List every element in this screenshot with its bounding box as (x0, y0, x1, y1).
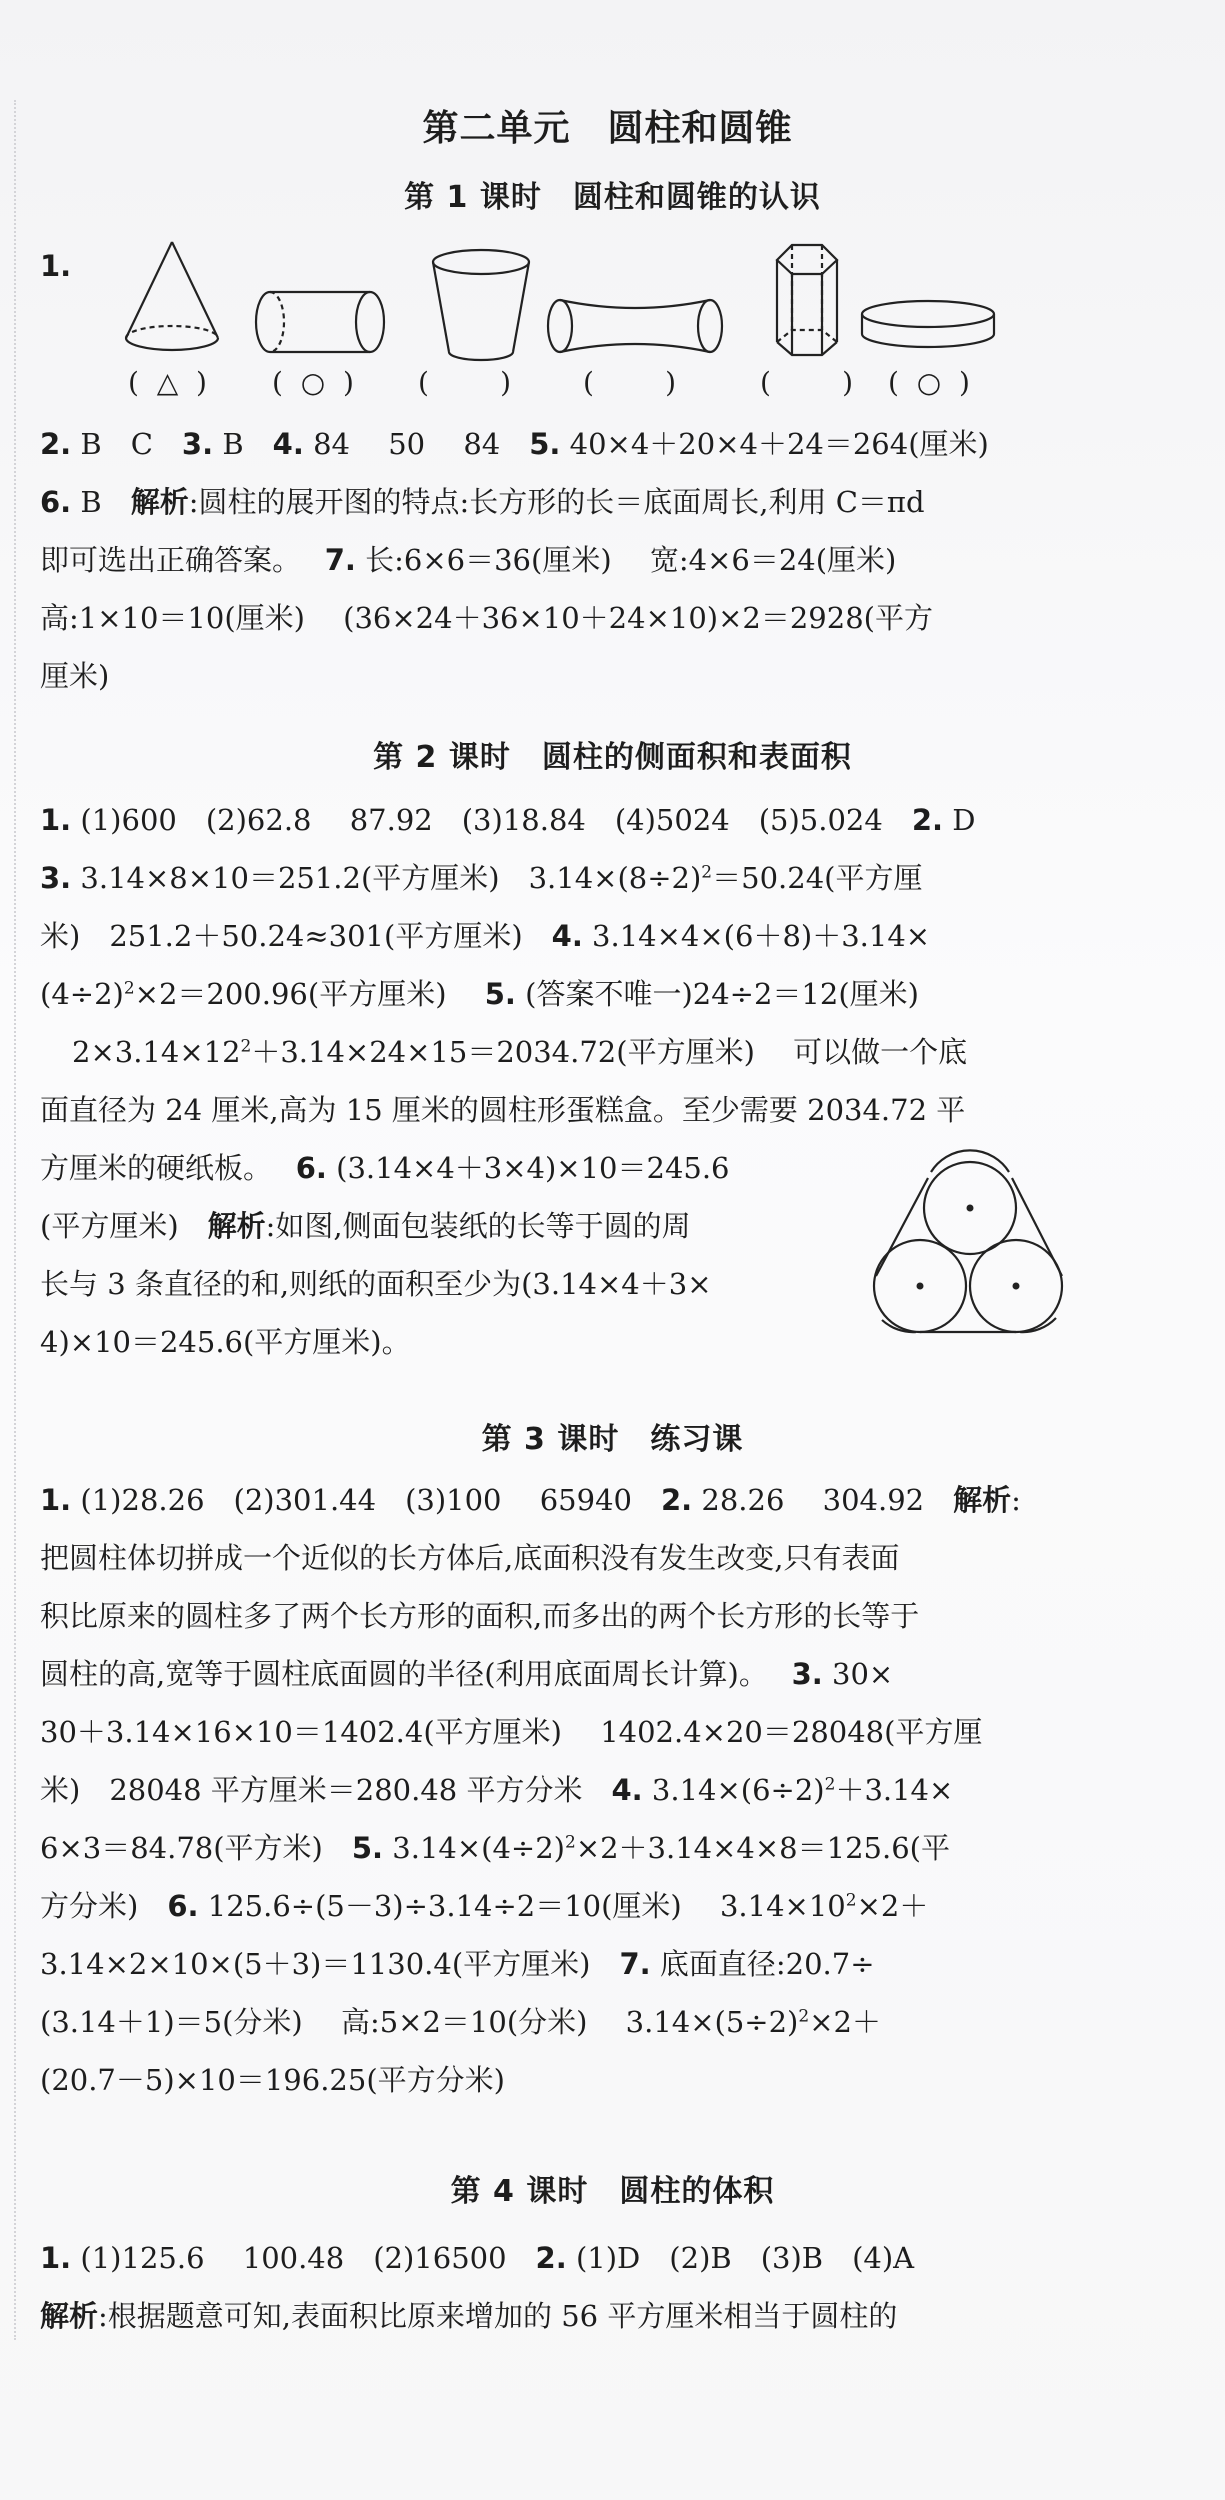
unit-title: 第二单元 圆柱和圆锥 (422, 108, 793, 149)
shape-answer-disc: ( ○ ) (888, 366, 970, 399)
hexprism-figure (777, 245, 837, 355)
answer-line: 3. 3.14×8×10＝251.2(平方厘米) $3.14\times(8\div 2)^2=50.24$(平方厘 (40, 861, 923, 895)
answer-line: 面直径为 24 厘米,高为 15 厘米的圆柱形蛋糕盒。至少需要 2034.72 平 (40, 1093, 966, 1127)
answer-line: 方分米) 6. 125.6÷(5－3)÷3.14÷2＝10(厘米) $3.14\times 10^2\times 2+$ (40, 1889, 929, 1923)
answer-line: 解析:根据题意可知,表面积比原来增加的 56 平方厘米相当于圆柱的 (40, 2299, 898, 2333)
answer-line: 2. B C 3. B 4. 84 50 84 5. 40×4＋20×4＋24＝264(厘米) (40, 427, 989, 461)
answer-line: 方厘米的硬纸板。 6. (3.14×4＋3×4)×10＝245.6 (40, 1151, 730, 1185)
shape-answer-cylinder: ( ○ ) (272, 366, 354, 399)
answer-line: (平方厘米) 解析:如图,侧面包装纸的长等于圆的周 (40, 1209, 691, 1243)
lesson-2-title: 第 2 课时 圆柱的侧面积和表面积 (373, 740, 852, 775)
answer-line: 高:1×10＝10(厘米) (36×24＋36×10＋24×10)×2＝2928(平方 (40, 601, 933, 635)
shape-answer-cone: ( △ ) (128, 366, 207, 399)
shape-answer-cup: ( ) (418, 366, 512, 399)
waisted-figure (548, 300, 722, 352)
answer-line: 6×3＝84.78(平方米) 5. $3.14\times(4\div 2)^2\times 2+3.14\times 4\times 8=125.6$(平 (40, 1831, 950, 1865)
answer-line: 1. (1)600 (2)62.8 87.92 (3)18.84 (4)5024 (5)5.024 2. D (40, 803, 976, 837)
lesson-3-title: 第 3 课时 练习课 (481, 1422, 744, 1457)
answer-line: 圆柱的高,宽等于圆柱底面圆的半径(利用底面周长计算)。 3. 30× (40, 1657, 894, 1691)
answer-line: 米) 251.2＋50.24≈301(平方厘米) 4. 3.14×4×(6＋8)＋3.14× (40, 919, 931, 953)
answer-line: $2\times 3.14\times 12^2+3.14\times 24\times 15=2034.72$(平方厘米) 可以做一个底 (72, 1035, 968, 1069)
answer-line: 1. (1)28.26 (2)301.44 (3)100 65940 2. 28.26 304.92 解析: (40, 1483, 1021, 1517)
answer-line: 3.14×2×10×(5＋3)＝1130.4(平方厘米) 7. 底面直径:20.7÷ (40, 1947, 875, 1981)
answer-line: 1. (1)125.6 100.48 (2)16500 2. (1)D (2)B (3)B (4)A (40, 2241, 915, 2275)
cone-figure (126, 242, 218, 350)
answer-line: 积比原来的圆柱多了两个长方形的面积,而多出的两个长方形的长等于 (40, 1599, 920, 1633)
binding-margin (14, 100, 16, 2340)
question-1-number: 1. (40, 249, 72, 283)
answer-line: 米) 28048 平方厘米＝280.48 平方分米 4. $3.14\times(6\div 2)^2+3.14\times$ (40, 1773, 954, 1807)
shape-answer-hexprism: ( ) (760, 366, 854, 399)
shape-answer-waisted: ( ) (583, 366, 677, 399)
answer-line: (3.14＋1)＝5(分米) 高:5×2＝10(分米) $3.14\times(5\div 2)^2\times 2+$ (40, 2005, 881, 2039)
shapes-figure (0, 230, 1225, 370)
answer-line: 30＋3.14×16×10＝1402.4(平方厘米) 1402.4×20＝28048(平方厘 (40, 1715, 983, 1749)
answer-line: 6. B 解析:圆柱的展开图的特点:长方形的长＝底面周长,利用 C＝πd (40, 485, 925, 519)
three-circles-figure (860, 1150, 1080, 1350)
answer-line: 4)×10＝245.6(平方厘米)。 (40, 1325, 411, 1359)
lesson-4-title: 第 4 课时 圆柱的体积 (450, 2174, 775, 2209)
cup-figure (433, 250, 529, 360)
answer-line: 把圆柱体切拼成一个近似的长方体后,底面积没有发生改变,只有表面 (40, 1541, 900, 1575)
answer-line: 即可选出正确答案。 7. 长:6×6＝36(厘米) 宽:4×6＝24(厘米) (40, 543, 897, 577)
answer-line: 长与 3 条直径的和,则纸的面积至少为(3.14×4＋3× (40, 1267, 712, 1301)
cylinder-figure (256, 292, 384, 352)
answer-line: 厘米) (40, 659, 110, 693)
disc-figure (862, 301, 994, 347)
answer-line: $(4\div 2)^2\times 2=200.96$(平方厘米) 5. (答案不唯一)24÷2＝12(厘米) (40, 977, 919, 1011)
lesson-1-title: 第 1 课时 圆柱和圆锥的认识 (404, 180, 821, 215)
answer-line: (20.7－5)×10＝196.25(平方分米) (40, 2063, 505, 2097)
